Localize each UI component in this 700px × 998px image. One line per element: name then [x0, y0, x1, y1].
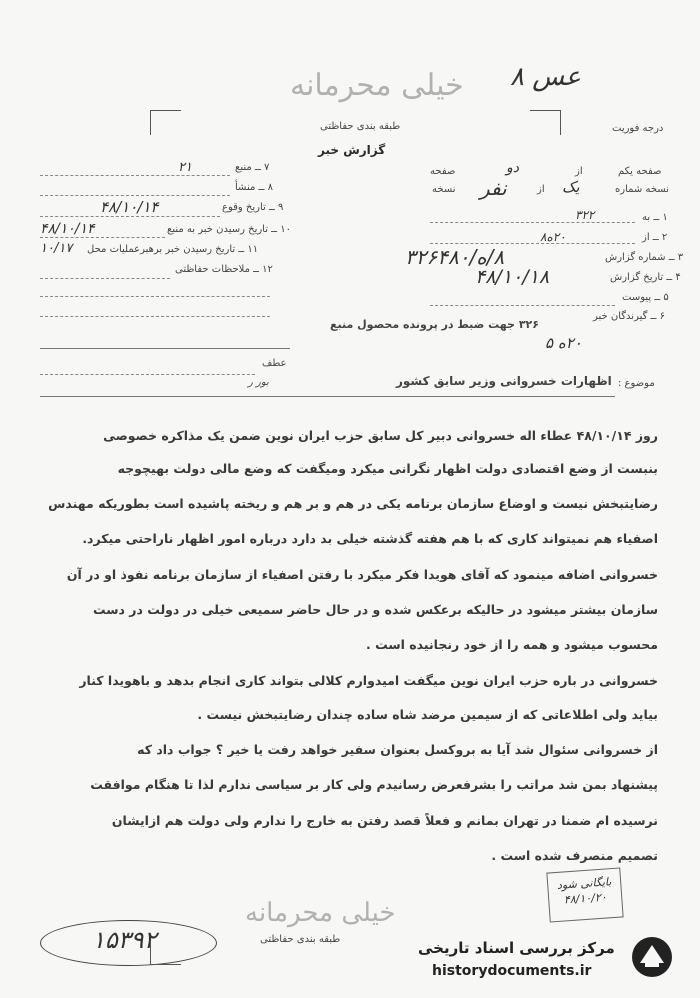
report-number-value: ۸/ه/۳۲۶۴۸۰ — [405, 245, 505, 269]
bottom-secret-stamp: خیلی محرمانه — [245, 898, 396, 928]
field-source-value: ۲۱ — [178, 160, 192, 175]
handwritten-file-code: عس ۸ — [510, 62, 581, 92]
body-line: بنبست از وضع اقتصادی دولت اظهار نگرانی میکرد ومیگفت که وضع مالی دولت بهیچوجه — [117, 461, 658, 476]
field-security-notes-label: ۱۲ ــ ملاحظات حفاظتی — [175, 264, 273, 275]
page-word: صفحه — [430, 166, 456, 177]
field-source-received-value: ۴۸/۱۰/۱۴ — [40, 221, 95, 237]
report-date-label: ۴ ــ تاریخ گزارش — [610, 272, 681, 283]
archive-stamp-text: بایگانی شود — [556, 875, 612, 892]
field-source-received-label: ۱۰ ــ تاریخ رسیدن خبر به منبع — [167, 224, 291, 235]
page-total: دو — [506, 160, 519, 176]
field-origin-label: ۸ ــ منشأ — [235, 182, 273, 193]
field-occurrence-date-label: ۹ ــ تاریخ وقوع — [222, 202, 284, 213]
field-ops-received-label: ۱۱ ــ تاریخ رسیدن خبر برهبرعملیات محل — [87, 244, 259, 255]
subject-value: اظهارات خسروانی وزیر سابق کشور — [396, 374, 612, 388]
bottom-corner-mark — [150, 940, 181, 965]
handwritten-recipient-code: ۲۰ه ۵ — [545, 334, 582, 352]
body-line: نرسیده ام ضمنا در تهران بمانم و فعلاً قصد رفتن به خارج را ندارم ولی دولت هم ازایشان — [111, 813, 658, 828]
body-line: سازمان بیشتر میشود در حالیکه برعکس شده و در حال حاضر سمیعی خیلی در دولت در دست — [92, 602, 658, 617]
copy-total: نفر — [480, 176, 507, 200]
body-line: اصفیاء هم نمیتواند کاری که با هم هفته گذشته خیلی بد دارد درباره امور اظهار ناراحتی میکرد. — [82, 531, 658, 546]
field-line — [40, 316, 270, 317]
recipients-value: ۳۲۶ جهت ضبط در پرونده محصول منبع — [330, 318, 539, 331]
from-value: ۲۰ه۸ — [540, 230, 566, 244]
top-corner-mark — [530, 110, 561, 135]
body-line: خسروانی در باره حزب ایران نوین میگفت امیدوارم کلالی بتواند کاری انجام بدهد و باهویدا کنار — [79, 673, 658, 688]
field-line — [40, 195, 230, 196]
watermark-title: مرکز بررسی اسناد تاریخی — [418, 939, 615, 957]
recipients-label: ۶ ــ گیرندگان خبر — [593, 311, 665, 322]
page-label: صفحه یکم — [618, 166, 662, 177]
body-line: بیاید ولی اطلاعاتی که از سیمین مرضد شاه ساده چندان رضایتبخش نیست . — [197, 707, 658, 722]
body-line: خسروانی اضافه مینمود که آقای هویدا فکر میکرد با رفتن اصفیاء از سازمان برنامه نفوذ او در آن — [66, 567, 658, 582]
field-ops-received-value: ۱۰/۱۷ — [40, 241, 73, 256]
top-secret-stamp: خیلی محرمانه — [290, 68, 464, 103]
field-line — [430, 243, 635, 244]
field-source-label: ۷ ــ منبع — [235, 162, 270, 173]
body-line: محسوب میشود و همه را از خود رنجانیده است . — [365, 637, 658, 652]
subject-separator — [40, 396, 615, 397]
archive-stamp — [546, 867, 623, 922]
body-line: پیشنهاد بمن شد مراتب را بشرفعرض رسانیدم ولی کار بر سیاسی ندارم لذا تا هنگام موافقت — [90, 777, 658, 792]
field-line — [430, 222, 635, 223]
attachment-label: ۵ ــ پیوست — [622, 292, 669, 303]
field-line — [40, 278, 170, 279]
watermark-url: historydocuments.ir — [432, 963, 592, 979]
field-line — [40, 175, 230, 176]
body-line: روز ۴۸/۱۰/۱۴ عطاء اله خسروانی دبیر کل سابق حزب ایران نوین ضمن یک مذاکره خصوصی — [103, 428, 658, 443]
field-line — [40, 374, 255, 375]
attf-label: عطف — [262, 358, 287, 369]
copy-label: نسخه شماره — [615, 184, 669, 195]
to-label: ۱ ــ به — [642, 212, 668, 223]
page-of: از — [575, 166, 583, 177]
field-occurrence-date-value: ۴۸/۱۰/۱۴ — [100, 198, 159, 216]
archive-logo-icon — [630, 935, 674, 979]
header-separator — [40, 348, 290, 349]
to-value: ۳۲۲ — [575, 208, 595, 222]
subject-label: موضوع : — [618, 378, 655, 389]
document-number: ۱۵۳۹۲ — [92, 926, 157, 954]
copy-word: نسخه — [432, 184, 456, 195]
report-date-value: ۴۸/۱۰/۱۸ — [475, 266, 550, 288]
watermark-logo — [630, 935, 674, 983]
from-label: ۲ ــ از — [642, 232, 668, 243]
degree-label: درجه فوریت — [612, 123, 664, 134]
report-number-label: ۳ ــ شماره گزارش — [605, 252, 684, 263]
field-line — [40, 237, 165, 238]
field-line — [40, 216, 220, 217]
top-corner-mark — [150, 110, 181, 135]
attf-handwritten-mark: بور ر — [248, 377, 269, 388]
report-title: گزارش خبر — [318, 143, 386, 157]
copy-of: از — [537, 184, 545, 195]
classification-label: طبقه بندی حفاظتی — [320, 121, 401, 132]
archive-stamp-date: ۴۸/۱۰/۲۰ — [563, 890, 608, 907]
field-line — [430, 305, 615, 306]
bottom-classification-label: طبقه بندی حفاظتی — [260, 934, 341, 945]
body-line: از خسروانی سئوال شد آیا به بروکسل بعنوان سفیر خواهد رفت یا خیر ؟ جواب داد که — [137, 742, 658, 757]
copy-value: یک — [562, 178, 580, 196]
field-line — [40, 296, 270, 297]
body-line: تصمیم منصرف شده است . — [491, 848, 658, 863]
body-line: رضایتبخش نیست و اوضاع سازمان برنامه یکی در هم و بر هم و ریخته پاشیده است بطوریکه مهندس — [48, 496, 658, 511]
